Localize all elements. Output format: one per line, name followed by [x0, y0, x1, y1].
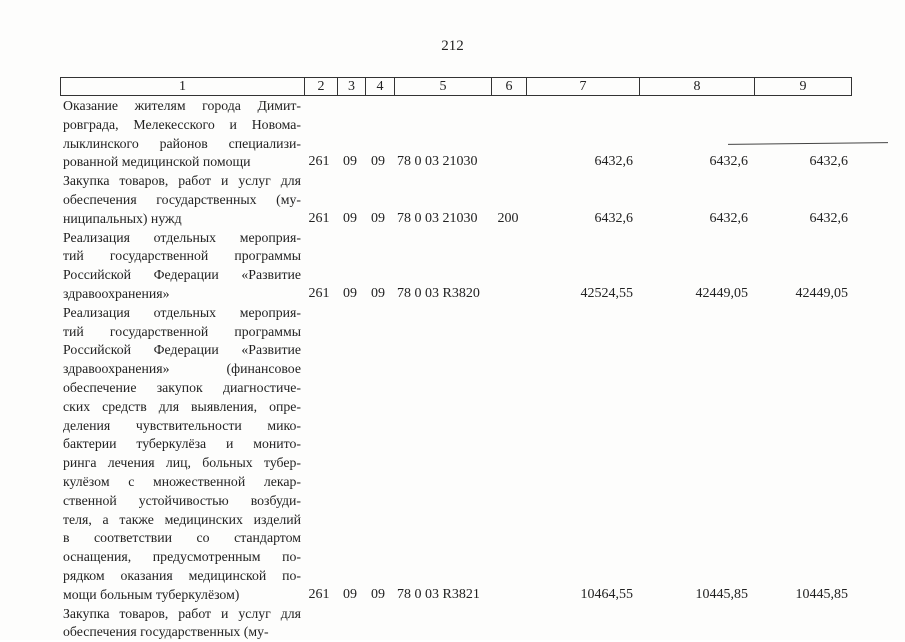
cell-col-5: 78 0 03 21030: [397, 210, 478, 226]
cell-col-9: 6432,6: [809, 210, 848, 226]
description-line: ровграда, Мелекесского и Новома-: [63, 116, 301, 132]
col-header-1: 1: [179, 79, 186, 94]
table-row: [0, 172, 905, 228]
col-header-5: 5: [394, 78, 491, 95]
table-row: [0, 605, 905, 642]
description-line: обеспечение закупок диагностиче-: [63, 379, 301, 395]
col-header-3: 3: [337, 78, 365, 95]
cell-col-5: 78 0 03 21030: [397, 154, 478, 170]
description-line: бактерии туберкулёза и монито-: [63, 436, 301, 452]
description-line: тий государственной программы: [63, 323, 301, 339]
description-line: обеспечения государственных (му-: [63, 624, 269, 640]
cell-col-4: 09: [371, 586, 385, 602]
col-header-6: 6: [491, 78, 526, 95]
cell-col-2: 261: [308, 154, 330, 170]
cell-col-5: 78 0 03 R3821: [397, 586, 480, 602]
col-header-2: 2: [304, 78, 337, 95]
column-number-header: [60, 77, 852, 96]
description-line: лыклинского районов специализи-: [63, 135, 301, 151]
description-line: Российской Федерации «Развитие: [63, 342, 301, 358]
description-line: в соответствии со стандартом: [63, 530, 301, 546]
cell-col-8: 6432,6: [709, 154, 748, 170]
cell-col-2: 261: [308, 586, 330, 602]
description-line: кулёзом с множественной лекар-: [63, 473, 301, 489]
cell-col-8: 42449,05: [695, 285, 748, 301]
page-number: 212: [441, 38, 464, 54]
cell-col-7: 6432,6: [594, 154, 633, 170]
col-header-9: 9: [754, 78, 851, 95]
description-line: ских средств для выявления, опре-: [63, 398, 301, 414]
cell-col-3: 09: [343, 285, 357, 301]
cell-col-2: 261: [308, 285, 330, 301]
description-line: ринга лечения лиц, больных тубер-: [63, 455, 301, 471]
description-line: тий государственной программы: [63, 248, 301, 264]
description-line: Закупка товаров, работ и услуг для: [63, 605, 301, 621]
description-line: ниципальных) нужд: [63, 210, 182, 226]
description-line: Реализация отдельных мероприя-: [63, 229, 301, 245]
cell-col-4: 09: [371, 154, 385, 170]
description-line: теля, а также медицинских изделий: [63, 511, 301, 527]
cell-col-9: 10445,85: [795, 586, 848, 602]
cell-col-4: 09: [371, 210, 385, 226]
row-description: [63, 172, 301, 228]
col-header-7: 7: [526, 78, 639, 95]
description-line: Реализация отдельных мероприя-: [63, 304, 301, 320]
description-line: здравоохранения» (финансовое: [63, 361, 301, 377]
cell-col-7: 6432,6: [594, 210, 633, 226]
cell-col-4: 09: [371, 285, 385, 301]
cell-col-6: 200: [497, 210, 519, 226]
description-line: ственной устойчивостью возбуди-: [63, 492, 301, 508]
description-line: Оказание жителям города Димит-: [63, 98, 301, 113]
cell-col-7: 10464,55: [580, 586, 633, 602]
description-line: рядком оказания медицинской по-: [63, 567, 301, 583]
table-row: [0, 229, 905, 304]
description-line: деления чувствительности мико-: [63, 417, 301, 433]
cell-col-2: 261: [308, 210, 330, 226]
description-line: оснащения, предусмотренным по-: [63, 549, 301, 565]
row-description: [63, 605, 301, 642]
cell-col-5: 78 0 03 R3820: [397, 285, 480, 301]
col-header-8: 8: [639, 78, 754, 95]
description-line: Российской Федерации «Развитие: [63, 267, 301, 283]
cell-col-8: 6432,6: [709, 210, 748, 226]
cell-col-3: 09: [343, 586, 357, 602]
row-description: [63, 229, 301, 304]
description-line: здравоохранения»: [63, 285, 170, 301]
cell-col-8: 10445,85: [695, 586, 748, 602]
description-line: обеспечения государственных (му-: [63, 191, 301, 207]
description-line: Закупка товаров, работ и услуг для: [63, 173, 301, 189]
cell-col-3: 09: [343, 210, 357, 226]
description-line: мощи больным туберкулёзом): [63, 586, 240, 602]
row-description: [63, 97, 301, 172]
col-header-4: 4: [365, 78, 394, 95]
cell-col-3: 09: [343, 154, 357, 170]
row-description: [63, 304, 301, 605]
cell-col-7: 42524,55: [580, 285, 633, 301]
cell-col-9: 6432,6: [809, 154, 848, 170]
cell-col-9: 42449,05: [795, 285, 848, 301]
table-row: [0, 97, 905, 172]
description-line: рованной медицинской помощи: [63, 154, 251, 170]
table-row: [0, 304, 905, 605]
